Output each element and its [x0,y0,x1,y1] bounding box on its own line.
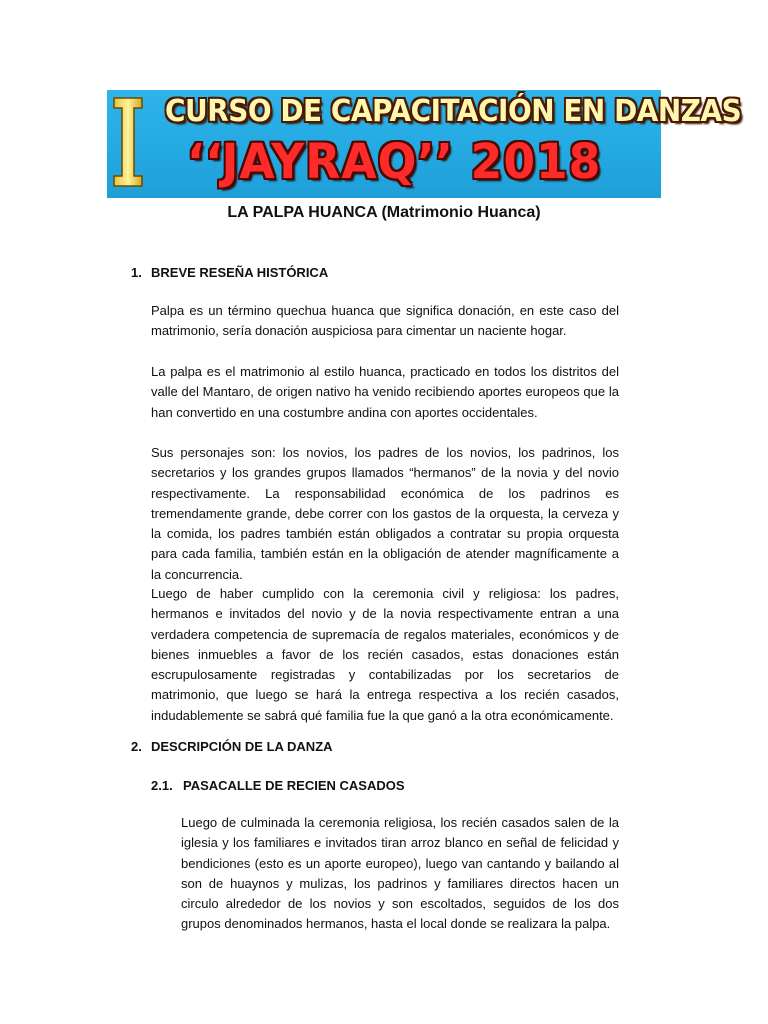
roman-numeral-graphic [113,94,143,190]
banner-course-title: CURSO DE CAPACITACIÓN EN DANZAS [165,94,742,129]
section-2-number: 2. [131,739,142,754]
section-2-title: DESCRIPCIÓN DE LA DANZA [151,739,333,754]
section-1-title: BREVE RESEÑA HISTÓRICA [151,265,329,280]
section-1-paragraph: Sus personajes son: los novios, los padres de los novios, los padrinos, los secretarios y los grandes grupos llamados “hermanos” de la novia y del novio respectivamente. La responsabilidad económica de los padrinos es tremendamente grande, debe correr con los gastos de la orquesta, la cerveza y la comida, los padres también están obligados a contratar su propia orquesta para cada familia, también están en la obligación de atender magníficamente a la concurrencia. [151,445,619,582]
section-1-paragraph: La palpa es el matrimonio al estilo huanca, practicado en todos los distritos del valle del Mantaro, de origen nativo ha venido recibiendo aportes europeos que la han convertido en una costumbre andina con aportes occidentales. [151,364,619,420]
section-2-heading [131,739,333,755]
section-1-number: 1. [131,265,142,280]
section-1-paragraph: Palpa es un término quechua huanca que significa donación, en este caso del matrimonio, sería donación auspiciosa para cimentar un naciente hogar. [151,303,619,339]
subsection-2-1-heading [151,778,405,794]
subsection-2-1-title: PASACALLE DE RECIEN CASADOS [183,778,405,793]
banner-event-name: ‘‘JAYRAQ’’ 2018 [187,134,602,190]
course-banner [107,90,742,198]
section-1-heading [131,265,328,281]
subsection-2-1-paragraph: Luego de culminada la ceremonia religiosa, los recién casados salen de la iglesia y los familiares e invitados tiran arroz blanco en señal de felicidad y bendiciones (esto es un aporte europeo), luego van cantando y bailando al son de huaynos y mulizas, los padrinos y familiares directos hacen un circulo alrededor de los novios y son escoltados, seguidos de los dos grupos denominados hermanos, hasta el local donde se realizara la palpa. [181,815,619,932]
section-1-paragraph: Luego de haber cumplido con la ceremonia civil y religiosa: los padres, hermanos e invitados del novio y de la novia respectivamente entran a una verdadera competencia de supremacía de regalos materiales, económicos y de bienes inmuebles a favor de los recién casados, estas donaciones están escrupulosamente registradas y contabilizadas por los secretarios de matrimonio, que luego se hará la entrega respectiva a los recién casados, indudablemente se sabrá qué familia fue la que ganó a la otra económicamente. [151,586,619,723]
subsection-2-1-number: 2.1. [151,778,173,793]
page-title: LA PALPA HUANCA (Matrimonio Huanca) [227,204,541,221]
